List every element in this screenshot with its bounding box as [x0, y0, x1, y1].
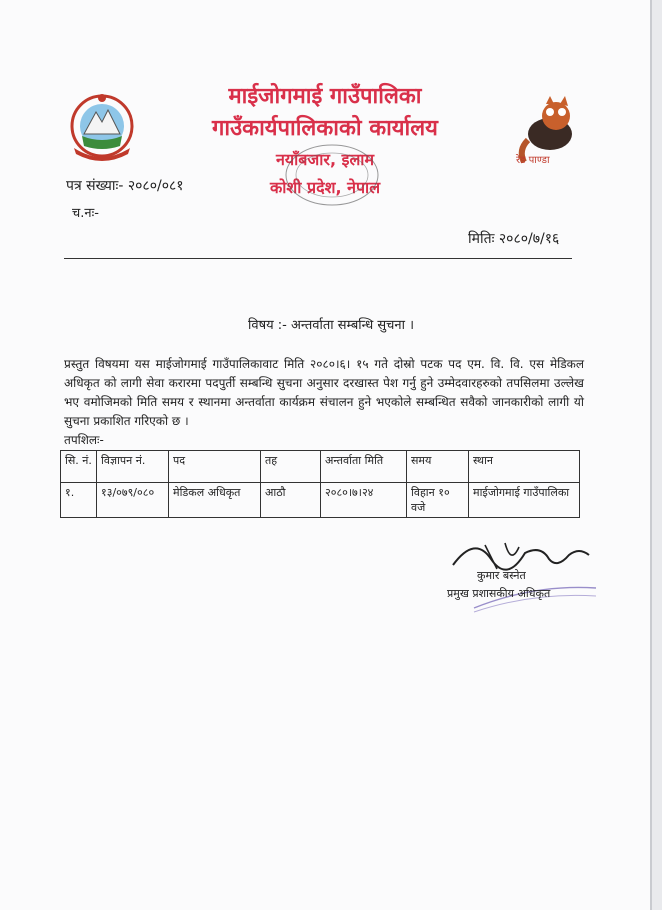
cell-time: विहान १० वजे — [407, 483, 469, 518]
col-post: पद — [169, 451, 261, 483]
header-divider — [64, 258, 572, 259]
signatory-name: कुमार बस्नेत — [477, 569, 526, 582]
cell-interview-date: २०८०।७।२४ — [321, 483, 407, 518]
interview-table — [60, 450, 580, 518]
col-serial: सि. नं. — [61, 451, 97, 483]
cell-post: मेडिकल अधिकृत — [169, 483, 261, 518]
details-label: तपशिलः- — [64, 433, 104, 447]
org-name: माईजोगमाई गाउँपालिका — [228, 84, 422, 109]
cell-advert-no: १३/०७९/०८० — [97, 483, 169, 518]
col-advert-no: विज्ञापन नं. — [97, 451, 169, 483]
cell-venue: माईजोगमाई गाउँपालिका — [469, 483, 580, 518]
office-address: नयाँबजार, इलाम — [275, 150, 375, 169]
col-time: समय — [407, 451, 469, 483]
body-paragraph: प्रस्तुत विषयमा यस माईजोगमाई गाउँपालिकावाट मिति २०८०।६। १५ गते दोस्रो पटक पद एम. वि. वि. एस मेडिकल अधिकृत को लागी सेवा करारमा पदपुर्ती सम्बन्धि सुचना अनुसार दरखास्त पेश गर्नु हुने उम्मेदवारहरुको तपसिलमा उल्लेख भए वमोजिमको मिति समय र स्थानमा अन्तर्वाता कार्यक्रम संचालन हुने भएकोले सम्बन्धित सवैको जानकारीको लागी यो सुचना प्रकाशित गरिएको छ । — [64, 357, 584, 428]
dispatch-number: च.नः- — [72, 206, 99, 221]
table-header-row — [61, 451, 580, 483]
col-interview-date: अन्तर्वाता मिति — [321, 451, 407, 483]
reference-number: पत्र संख्याः- २०८०/०८१ — [66, 178, 184, 194]
signatory-title: प्रमुख प्रशासकीय अधिकृत — [447, 587, 551, 600]
letter-date: मितिः २०८०/७/१६ — [468, 231, 560, 247]
office-name: गाउँकार्यपालिकाको कार्यालय — [212, 116, 438, 141]
col-level: तह — [261, 451, 321, 483]
cell-level: आठौ — [261, 483, 321, 518]
cell-serial: १. — [61, 483, 97, 518]
office-province: कोशी प्रदेश, नेपाल — [269, 178, 381, 197]
panda-caption: रेड पाण्डा — [516, 155, 550, 166]
table-row — [61, 483, 580, 518]
office-stamp-icon — [282, 140, 382, 210]
subject-line: विषय :- अन्तर्वाता सम्बन्धि सुचना । — [247, 318, 415, 333]
col-venue: स्थान — [469, 451, 580, 483]
